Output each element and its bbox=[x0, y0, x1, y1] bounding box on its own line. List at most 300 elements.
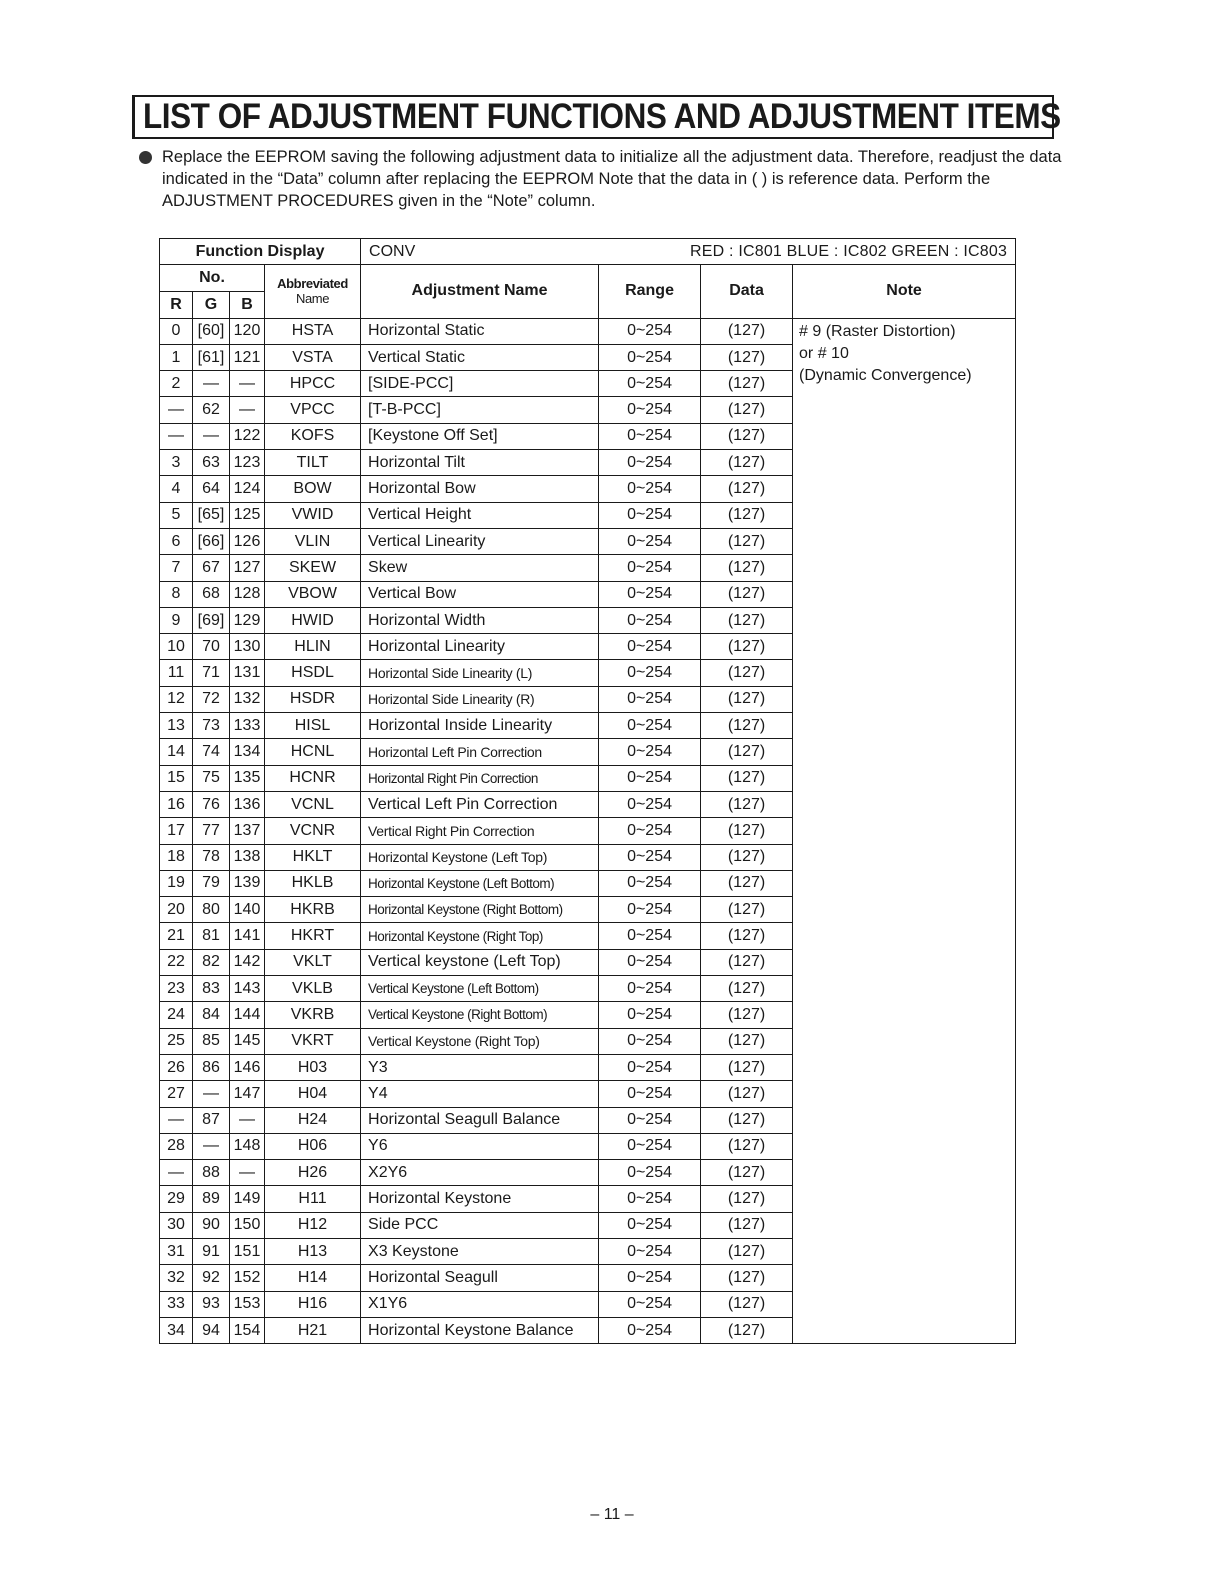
cell-data: (127) bbox=[701, 897, 793, 923]
cell-abbrev: BOW bbox=[265, 476, 361, 502]
cell-g: [66] bbox=[193, 528, 230, 554]
adjustment-table bbox=[159, 238, 1016, 1344]
cell-adjustment-name: Horizontal Tilt bbox=[361, 450, 599, 476]
cell-r: 12 bbox=[160, 686, 193, 712]
cell-abbrev: H14 bbox=[265, 1265, 361, 1291]
cell-abbrev: VPCC bbox=[265, 397, 361, 423]
col-header-note: Note bbox=[793, 265, 1016, 318]
cell-data: (127) bbox=[701, 1186, 793, 1212]
cell-r: 5 bbox=[160, 502, 193, 528]
cell-b: 124 bbox=[230, 476, 265, 502]
cell-r: 23 bbox=[160, 976, 193, 1002]
cell-r: 6 bbox=[160, 528, 193, 554]
cell-range: 0~254 bbox=[599, 791, 701, 817]
cell-r: — bbox=[160, 1160, 193, 1186]
cell-range: 0~254 bbox=[599, 976, 701, 1002]
cell-b: 141 bbox=[230, 923, 265, 949]
cell-range: 0~254 bbox=[599, 607, 701, 633]
cell-range: 0~254 bbox=[599, 1317, 701, 1343]
cell-data: (127) bbox=[701, 1054, 793, 1080]
cell-data: (127) bbox=[701, 476, 793, 502]
cell-r: 17 bbox=[160, 818, 193, 844]
cell-range: 0~254 bbox=[599, 844, 701, 870]
cell-abbrev: H21 bbox=[265, 1317, 361, 1343]
cell-g: 64 bbox=[193, 476, 230, 502]
cell-r: 24 bbox=[160, 1002, 193, 1028]
cell-range: 0~254 bbox=[599, 634, 701, 660]
cell-adjustment-name: Vertical Linearity bbox=[361, 528, 599, 554]
cell-data: (127) bbox=[701, 1028, 793, 1054]
cell-abbrev: VCNR bbox=[265, 818, 361, 844]
cell-r: 1 bbox=[160, 344, 193, 370]
cell-range: 0~254 bbox=[599, 686, 701, 712]
cell-adjustment-name: Horizontal Inside Linearity bbox=[361, 713, 599, 739]
cell-data: (127) bbox=[701, 686, 793, 712]
cell-abbrev: H11 bbox=[265, 1186, 361, 1212]
cell-adjustment-name: Vertical Keystone (Right Bottom) bbox=[361, 1002, 599, 1028]
cell-data: (127) bbox=[701, 371, 793, 397]
cell-data: (127) bbox=[701, 450, 793, 476]
note-line: (Dynamic Convergence) bbox=[799, 366, 972, 384]
intro-line: ADJUSTMENT PROCEDURES given in the “Note” column. bbox=[162, 192, 596, 210]
cell-g: 92 bbox=[193, 1265, 230, 1291]
col-header-adjustment-name: Adjustment Name bbox=[361, 265, 599, 318]
cell-g: 77 bbox=[193, 818, 230, 844]
cell-g: 63 bbox=[193, 450, 230, 476]
cell-range: 0~254 bbox=[599, 1160, 701, 1186]
cell-abbrev: SKEW bbox=[265, 555, 361, 581]
cell-g: — bbox=[193, 423, 230, 449]
cell-g: [60] bbox=[193, 318, 230, 344]
cell-adjustment-name: X2Y6 bbox=[361, 1160, 599, 1186]
cell-g: 93 bbox=[193, 1291, 230, 1317]
cell-adjustment-name: [SIDE-PCC] bbox=[361, 371, 599, 397]
cell-abbrev: VKRB bbox=[265, 1002, 361, 1028]
cell-abbrev: H26 bbox=[265, 1160, 361, 1186]
cell-adjustment-name: Horizontal Seagull Balance bbox=[361, 1107, 599, 1133]
cell-adjustment-name: Vertical keystone (Left Top) bbox=[361, 949, 599, 975]
col-header-abbrev-line1: Abbreviated bbox=[277, 276, 348, 292]
cell-adjustment-name: Horizontal Keystone bbox=[361, 1186, 599, 1212]
cell-abbrev: H04 bbox=[265, 1081, 361, 1107]
cell-data: (127) bbox=[701, 844, 793, 870]
cell-b: 130 bbox=[230, 634, 265, 660]
cell-abbrev: HKLT bbox=[265, 844, 361, 870]
cell-adjustment-name: X1Y6 bbox=[361, 1291, 599, 1317]
cell-data: (127) bbox=[701, 1265, 793, 1291]
cell-g: 72 bbox=[193, 686, 230, 712]
cell-g: 90 bbox=[193, 1212, 230, 1238]
cell-adjustment-name: Horizontal Width bbox=[361, 607, 599, 633]
cell-g: 84 bbox=[193, 1002, 230, 1028]
cell-r: 3 bbox=[160, 450, 193, 476]
ic-info: RED : IC801 BLUE : IC802 GREEN : IC803 bbox=[690, 242, 1008, 260]
cell-range: 0~254 bbox=[599, 923, 701, 949]
cell-range: 0~254 bbox=[599, 870, 701, 896]
cell-g: 78 bbox=[193, 844, 230, 870]
cell-b: 148 bbox=[230, 1133, 265, 1159]
cell-b: 154 bbox=[230, 1317, 265, 1343]
cell-range: 0~254 bbox=[599, 897, 701, 923]
cell-data: (127) bbox=[701, 765, 793, 791]
cell-abbrev: HSDL bbox=[265, 660, 361, 686]
cell-b: 132 bbox=[230, 686, 265, 712]
cell-abbrev: HCNL bbox=[265, 739, 361, 765]
cell-b: 142 bbox=[230, 949, 265, 975]
cell-data: (127) bbox=[701, 634, 793, 660]
cell-adjustment-name: Horizontal Side Linearity (L) bbox=[361, 660, 599, 686]
cell-range: 0~254 bbox=[599, 318, 701, 344]
cell-data: (127) bbox=[701, 1238, 793, 1264]
cell-r: 25 bbox=[160, 1028, 193, 1054]
cell-g: 94 bbox=[193, 1317, 230, 1343]
cell-abbrev: H24 bbox=[265, 1107, 361, 1133]
cell-b: 144 bbox=[230, 1002, 265, 1028]
cell-data: (127) bbox=[701, 318, 793, 344]
cell-b: 129 bbox=[230, 607, 265, 633]
cell-g: [65] bbox=[193, 502, 230, 528]
cell-abbrev: HWID bbox=[265, 607, 361, 633]
cell-data: (127) bbox=[701, 1317, 793, 1343]
cell-data: (127) bbox=[701, 1212, 793, 1238]
cell-r: 33 bbox=[160, 1291, 193, 1317]
cell-adjustment-name: Horizontal Left Pin Correction bbox=[361, 739, 599, 765]
cell-r: 9 bbox=[160, 607, 193, 633]
cell-b: 152 bbox=[230, 1265, 265, 1291]
cell-b: 147 bbox=[230, 1081, 265, 1107]
col-header-no: No. bbox=[160, 265, 265, 291]
cell-abbrev: H16 bbox=[265, 1291, 361, 1317]
cell-abbrev: HPCC bbox=[265, 371, 361, 397]
cell-g: 83 bbox=[193, 976, 230, 1002]
cell-g: 73 bbox=[193, 713, 230, 739]
cell-adjustment-name: Vertical Height bbox=[361, 502, 599, 528]
col-header-data: Data bbox=[701, 265, 793, 318]
cell-b: 139 bbox=[230, 870, 265, 896]
cell-range: 0~254 bbox=[599, 581, 701, 607]
cell-b: 131 bbox=[230, 660, 265, 686]
cell-abbrev: HISL bbox=[265, 713, 361, 739]
cell-b: 125 bbox=[230, 502, 265, 528]
cell-b: 140 bbox=[230, 897, 265, 923]
cell-adjustment-name: Side PCC bbox=[361, 1212, 599, 1238]
cell-r: 7 bbox=[160, 555, 193, 581]
cell-range: 0~254 bbox=[599, 713, 701, 739]
cell-r: — bbox=[160, 423, 193, 449]
cell-r: 22 bbox=[160, 949, 193, 975]
cell-abbrev: HSTA bbox=[265, 318, 361, 344]
cell-b: 138 bbox=[230, 844, 265, 870]
cell-range: 0~254 bbox=[599, 344, 701, 370]
cell-adjustment-name: Vertical Left Pin Correction bbox=[361, 791, 599, 817]
col-header-range: Range bbox=[599, 265, 701, 318]
col-header-g: G bbox=[193, 291, 230, 318]
cell-r: 14 bbox=[160, 739, 193, 765]
cell-g: 88 bbox=[193, 1160, 230, 1186]
cell-abbrev: VSTA bbox=[265, 344, 361, 370]
cell-adjustment-name: Y6 bbox=[361, 1133, 599, 1159]
cell-g: 62 bbox=[193, 397, 230, 423]
cell-range: 0~254 bbox=[599, 1265, 701, 1291]
page-title-box bbox=[132, 95, 1061, 139]
cell-g: 91 bbox=[193, 1238, 230, 1264]
cell-r: 34 bbox=[160, 1317, 193, 1343]
cell-b: 121 bbox=[230, 344, 265, 370]
intro-paragraph bbox=[162, 146, 1102, 212]
cell-g: [61] bbox=[193, 344, 230, 370]
col-header-abbrev-line2: Name bbox=[295, 291, 330, 307]
cell-range: 0~254 bbox=[599, 1028, 701, 1054]
cell-abbrev: HKRT bbox=[265, 923, 361, 949]
cell-adjustment-name: Vertical Static bbox=[361, 344, 599, 370]
cell-b: 150 bbox=[230, 1212, 265, 1238]
cell-range: 0~254 bbox=[599, 949, 701, 975]
note-cell bbox=[793, 318, 1016, 1344]
cell-b: — bbox=[230, 397, 265, 423]
cell-data: (127) bbox=[701, 660, 793, 686]
cell-range: 0~254 bbox=[599, 502, 701, 528]
cell-abbrev: H12 bbox=[265, 1212, 361, 1238]
cell-data: (127) bbox=[701, 1002, 793, 1028]
cell-g: 82 bbox=[193, 949, 230, 975]
cell-adjustment-name: Vertical Right Pin Correction bbox=[361, 818, 599, 844]
cell-data: (127) bbox=[701, 949, 793, 975]
cell-r: 11 bbox=[160, 660, 193, 686]
cell-r: 21 bbox=[160, 923, 193, 949]
cell-adjustment-name: Horizontal Keystone (Right Bottom) bbox=[361, 897, 599, 923]
cell-abbrev: VKLB bbox=[265, 976, 361, 1002]
cell-adjustment-name: Horizontal Keystone Balance bbox=[361, 1317, 599, 1343]
cell-g: 89 bbox=[193, 1186, 230, 1212]
cell-g: 71 bbox=[193, 660, 230, 686]
cell-r: 2 bbox=[160, 371, 193, 397]
cell-g: [69] bbox=[193, 607, 230, 633]
cell-range: 0~254 bbox=[599, 1081, 701, 1107]
cell-adjustment-name: X3 Keystone bbox=[361, 1238, 599, 1264]
cell-b: 120 bbox=[230, 318, 265, 344]
cell-g: 67 bbox=[193, 555, 230, 581]
cell-abbrev: H03 bbox=[265, 1054, 361, 1080]
cell-g: 86 bbox=[193, 1054, 230, 1080]
note-line: # 9 (Raster Distortion) bbox=[799, 322, 956, 340]
cell-r: 20 bbox=[160, 897, 193, 923]
cell-abbrev: VKLT bbox=[265, 949, 361, 975]
cell-adjustment-name: Horizontal Bow bbox=[361, 476, 599, 502]
cell-r: 4 bbox=[160, 476, 193, 502]
table-row bbox=[160, 318, 1016, 344]
cell-data: (127) bbox=[701, 870, 793, 896]
col-header-b: B bbox=[230, 291, 265, 318]
cell-r: 28 bbox=[160, 1133, 193, 1159]
cell-r: 8 bbox=[160, 581, 193, 607]
cell-b: 136 bbox=[230, 791, 265, 817]
cell-b: 149 bbox=[230, 1186, 265, 1212]
cell-r: 15 bbox=[160, 765, 193, 791]
cell-abbrev: HCNR bbox=[265, 765, 361, 791]
function-display-row bbox=[361, 239, 1016, 265]
cell-adjustment-name: Horizontal Linearity bbox=[361, 634, 599, 660]
cell-data: (127) bbox=[701, 1291, 793, 1317]
cell-adjustment-name: Skew bbox=[361, 555, 599, 581]
cell-b: 135 bbox=[230, 765, 265, 791]
cell-abbrev: HKRB bbox=[265, 897, 361, 923]
intro-line: Replace the EEPROM saving the following adjustment data to initialize all the adjustment data. Therefore, readjust the data bbox=[162, 148, 1062, 166]
cell-r: 19 bbox=[160, 870, 193, 896]
bullet-icon bbox=[139, 151, 152, 164]
cell-data: (127) bbox=[701, 1133, 793, 1159]
cell-b: 137 bbox=[230, 818, 265, 844]
cell-r: 32 bbox=[160, 1265, 193, 1291]
cell-data: (127) bbox=[701, 1160, 793, 1186]
cell-r: 26 bbox=[160, 1054, 193, 1080]
cell-adjustment-name: Vertical Keystone (Left Bottom) bbox=[361, 976, 599, 1002]
cell-adjustment-name: Horizontal Seagull bbox=[361, 1265, 599, 1291]
cell-r: 18 bbox=[160, 844, 193, 870]
cell-g: — bbox=[193, 371, 230, 397]
cell-g: 70 bbox=[193, 634, 230, 660]
cell-range: 0~254 bbox=[599, 450, 701, 476]
cell-adjustment-name: [Keystone Off Set] bbox=[361, 423, 599, 449]
cell-range: 0~254 bbox=[599, 1002, 701, 1028]
cell-adjustment-name: Horizontal Keystone (Right Top) bbox=[361, 923, 599, 949]
cell-b: 122 bbox=[230, 423, 265, 449]
cell-abbrev: VBOW bbox=[265, 581, 361, 607]
function-display-value: CONV bbox=[369, 242, 416, 260]
cell-g: 80 bbox=[193, 897, 230, 923]
col-header-abbrev bbox=[265, 265, 361, 318]
cell-g: 79 bbox=[193, 870, 230, 896]
cell-adjustment-name: Horizontal Keystone (Left Top) bbox=[361, 844, 599, 870]
cell-data: (127) bbox=[701, 818, 793, 844]
cell-adjustment-name: [T-B-PCC] bbox=[361, 397, 599, 423]
cell-r: 27 bbox=[160, 1081, 193, 1107]
cell-g: 76 bbox=[193, 791, 230, 817]
cell-range: 0~254 bbox=[599, 1291, 701, 1317]
cell-r: 30 bbox=[160, 1212, 193, 1238]
cell-abbrev: KOFS bbox=[265, 423, 361, 449]
cell-data: (127) bbox=[701, 739, 793, 765]
cell-b: — bbox=[230, 1160, 265, 1186]
cell-g: 75 bbox=[193, 765, 230, 791]
cell-b: — bbox=[230, 1107, 265, 1133]
cell-data: (127) bbox=[701, 502, 793, 528]
cell-data: (127) bbox=[701, 1107, 793, 1133]
cell-adjustment-name: Y4 bbox=[361, 1081, 599, 1107]
cell-data: (127) bbox=[701, 713, 793, 739]
cell-b: 134 bbox=[230, 739, 265, 765]
cell-data: (127) bbox=[701, 344, 793, 370]
cell-range: 0~254 bbox=[599, 765, 701, 791]
cell-g: 87 bbox=[193, 1107, 230, 1133]
cell-abbrev: HKLB bbox=[265, 870, 361, 896]
cell-range: 0~254 bbox=[599, 1212, 701, 1238]
cell-adjustment-name: Horizontal Right Pin Correction bbox=[361, 765, 599, 791]
cell-g: 68 bbox=[193, 581, 230, 607]
cell-b: 145 bbox=[230, 1028, 265, 1054]
cell-r: 13 bbox=[160, 713, 193, 739]
cell-b: 143 bbox=[230, 976, 265, 1002]
page-title: LIST OF ADJUSTMENT FUNCTIONS AND ADJUSTMENT ITEMS bbox=[143, 97, 1061, 136]
page-number: – 11 – bbox=[590, 1506, 634, 1523]
cell-range: 0~254 bbox=[599, 660, 701, 686]
cell-b: 146 bbox=[230, 1054, 265, 1080]
cell-data: (127) bbox=[701, 976, 793, 1002]
cell-g: 85 bbox=[193, 1028, 230, 1054]
cell-adjustment-name: Vertical Keystone (Right Top) bbox=[361, 1028, 599, 1054]
cell-adjustment-name: Horizontal Side Linearity (R) bbox=[361, 686, 599, 712]
cell-abbrev: TILT bbox=[265, 450, 361, 476]
cell-range: 0~254 bbox=[599, 1133, 701, 1159]
cell-b: 133 bbox=[230, 713, 265, 739]
cell-data: (127) bbox=[701, 1081, 793, 1107]
cell-range: 0~254 bbox=[599, 476, 701, 502]
cell-range: 0~254 bbox=[599, 528, 701, 554]
cell-range: 0~254 bbox=[599, 371, 701, 397]
cell-b: 127 bbox=[230, 555, 265, 581]
cell-b: 151 bbox=[230, 1238, 265, 1264]
cell-range: 0~254 bbox=[599, 818, 701, 844]
cell-r: 16 bbox=[160, 791, 193, 817]
cell-data: (127) bbox=[701, 791, 793, 817]
cell-g: 81 bbox=[193, 923, 230, 949]
cell-b: 128 bbox=[230, 581, 265, 607]
cell-adjustment-name: Vertical Bow bbox=[361, 581, 599, 607]
cell-range: 0~254 bbox=[599, 1107, 701, 1133]
cell-range: 0~254 bbox=[599, 1054, 701, 1080]
cell-r: 29 bbox=[160, 1186, 193, 1212]
cell-data: (127) bbox=[701, 555, 793, 581]
cell-r: 10 bbox=[160, 634, 193, 660]
cell-abbrev: H13 bbox=[265, 1238, 361, 1264]
cell-g: — bbox=[193, 1133, 230, 1159]
cell-abbrev: VLIN bbox=[265, 528, 361, 554]
cell-abbrev: HLIN bbox=[265, 634, 361, 660]
cell-r: 31 bbox=[160, 1238, 193, 1264]
cell-range: 0~254 bbox=[599, 739, 701, 765]
cell-data: (127) bbox=[701, 607, 793, 633]
cell-adjustment-name: Y3 bbox=[361, 1054, 599, 1080]
cell-range: 0~254 bbox=[599, 1238, 701, 1264]
cell-abbrev: HSDR bbox=[265, 686, 361, 712]
cell-data: (127) bbox=[701, 923, 793, 949]
cell-r: 0 bbox=[160, 318, 193, 344]
cell-abbrev: H06 bbox=[265, 1133, 361, 1159]
cell-range: 0~254 bbox=[599, 397, 701, 423]
cell-abbrev: VWID bbox=[265, 502, 361, 528]
cell-range: 0~254 bbox=[599, 555, 701, 581]
intro-line: indicated in the “Data” column after replacing the EEPROM Note that the data in ( ) is reference data. Perform the bbox=[162, 170, 991, 188]
cell-r: — bbox=[160, 397, 193, 423]
cell-b: — bbox=[230, 371, 265, 397]
cell-adjustment-name: Horizontal Keystone (Left Bottom) bbox=[361, 870, 599, 896]
cell-data: (127) bbox=[701, 423, 793, 449]
cell-b: 126 bbox=[230, 528, 265, 554]
note-line: or # 10 bbox=[799, 344, 849, 362]
cell-adjustment-name: Horizontal Static bbox=[361, 318, 599, 344]
cell-data: (127) bbox=[701, 528, 793, 554]
cell-g: — bbox=[193, 1081, 230, 1107]
cell-range: 0~254 bbox=[599, 423, 701, 449]
cell-b: 123 bbox=[230, 450, 265, 476]
function-display-label: Function Display bbox=[160, 239, 361, 265]
cell-r: — bbox=[160, 1107, 193, 1133]
cell-abbrev: VKRT bbox=[265, 1028, 361, 1054]
cell-b: 153 bbox=[230, 1291, 265, 1317]
cell-range: 0~254 bbox=[599, 1186, 701, 1212]
col-header-r: R bbox=[160, 291, 193, 318]
cell-data: (127) bbox=[701, 581, 793, 607]
cell-g: 74 bbox=[193, 739, 230, 765]
